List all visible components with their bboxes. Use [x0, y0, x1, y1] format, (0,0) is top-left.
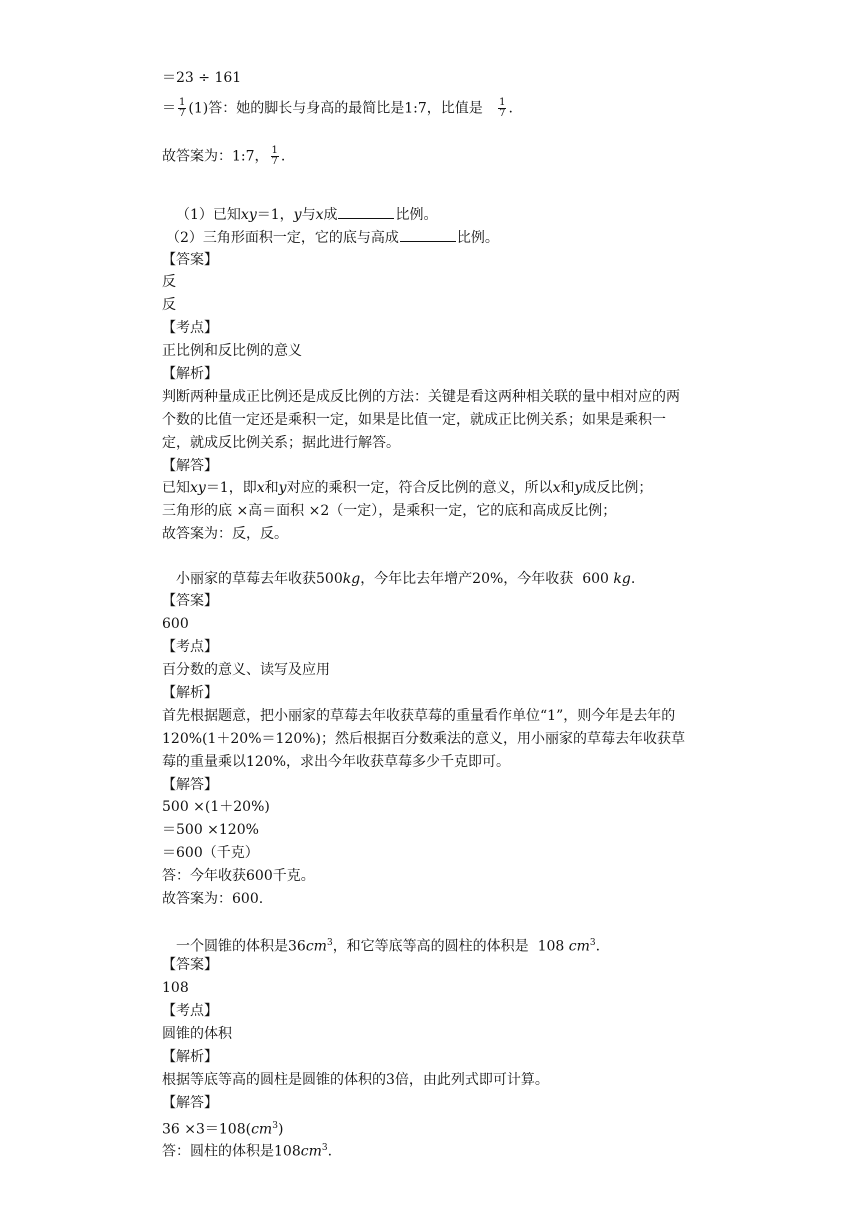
kaodian-text: 百分数的意义、读写及应用 [162, 662, 330, 678]
fraction-numerator: 1 [271, 145, 278, 156]
q4-stem [176, 933, 600, 957]
q2-part1 [176, 204, 437, 225]
fraction-one-seventh [178, 98, 186, 119]
answer-line-1 [162, 98, 513, 119]
math-y: y [278, 480, 287, 496]
jieda-heading: 【解答】 [162, 1095, 218, 1111]
jiexi-text: 个数的比值一定还是乘积一定，如果是比值一定，就成正比例关系；如果是乘积一 [162, 412, 666, 428]
calc-line-1 [162, 68, 241, 88]
answer-heading: 【答案】 [162, 593, 218, 609]
superscript: 3 [321, 1143, 328, 1153]
jiexi-text: 首先根据题意，把小丽家的草莓去年收获草莓的重量看作单位“1”，则今年是去年的 [162, 708, 676, 724]
kaodian-text: 正比例和反比例的意义 [162, 343, 302, 359]
text: （2）三角形面积一定，它的底与高成 [166, 230, 399, 246]
unit-cm: cm [300, 1143, 322, 1160]
unit-kg: kg [342, 571, 361, 587]
filled-answer: 108 [537, 938, 565, 955]
period: . [280, 148, 286, 165]
answer-heading: 【答案】 [162, 957, 218, 973]
jiexi-text: 判断两种量成正比例还是成反比例的方法：关键是看这两种相关联的量中相对应的两 [162, 389, 680, 405]
text: ，今年比去年增产20%，今年收获 [360, 571, 574, 587]
jieda-heading: 【解答】 [162, 777, 218, 793]
fraction-denominator: 7 [271, 156, 278, 167]
q3-stem [176, 569, 635, 589]
text: 和 [264, 480, 279, 496]
jieda-text: 故答案为：反，反。 [162, 526, 288, 542]
text: 36 ×3＝108( [162, 1121, 252, 1138]
jieda-text: 500 ×(1＋20%) [162, 799, 270, 815]
fraction-denominator: 7 [179, 108, 186, 119]
filled-answer: 600 [582, 571, 609, 587]
math-x: x [552, 480, 561, 496]
kaodian-heading: 【考点】 [162, 320, 218, 336]
jiexi-text: 120%(1＋20%＝120%)；然后根据百分数乘法的意义，用小丽家的草莓去年收获草 [162, 731, 685, 747]
math-xy: xy [240, 207, 257, 223]
q2-part2 [166, 227, 499, 248]
text: ，和它等底等高的圆柱的体积是 [332, 938, 529, 955]
unit-kg: kg [613, 571, 631, 587]
unit-cm: cm [251, 1121, 273, 1138]
jieda-text: ＝600（千克） [162, 845, 259, 861]
superscript: 3 [589, 938, 596, 948]
period: . [327, 1143, 333, 1160]
jiexi-text: 定，就成反比例关系；据此进行解答。 [162, 435, 400, 451]
text: 小丽家的草莓去年收获500 [176, 571, 343, 587]
jiexi-text: 莓的重量乘以120%，求出今年收获草莓多少千克即可。 [162, 754, 511, 770]
answer-blank [338, 204, 394, 219]
unit-cm: cm [305, 938, 327, 955]
jieda-text: 三角形的底 ×高＝面积 ×2（一定），是乘积一定，它的底和高成反比例； [162, 503, 617, 519]
math-xy: xy [190, 480, 206, 496]
text: ＝1， [256, 207, 294, 223]
fraction-ratio-value [498, 98, 506, 119]
math-x: x [256, 480, 265, 496]
jieda-text: 答：今年收获600千克。 [162, 868, 315, 884]
fraction-numerator: 1 [179, 97, 186, 108]
jiexi-heading: 【解析】 [162, 685, 218, 701]
answer-heading: 【答案】 [162, 252, 218, 268]
answer-blank [400, 227, 456, 242]
text: 答：圆柱的体积是108 [162, 1143, 301, 1160]
answer-value: 108 [162, 980, 189, 996]
final-answer-line [162, 146, 285, 167]
period: . [508, 100, 513, 117]
jieda-line [162, 478, 652, 498]
fraction-numerator: 1 [499, 97, 506, 108]
jieda-text: 故答案为：600. [162, 891, 264, 907]
jieda-calc [162, 1116, 283, 1140]
answer-value: 反 [162, 274, 176, 290]
math-y: y [293, 207, 302, 223]
period: . [595, 938, 601, 955]
final-answer-text: 故答案为：1:7， [162, 148, 269, 165]
equals-sign: ＝ [162, 100, 176, 117]
answer-value: 反 [162, 297, 176, 313]
text: 成反比例； [582, 480, 653, 496]
jieda-answer [162, 1138, 332, 1162]
text: 和 [560, 480, 575, 496]
jiexi-heading: 【解析】 [162, 1049, 218, 1065]
period: . [630, 571, 636, 587]
math-x: x [315, 207, 324, 223]
answer-text: (1)答：她的脚长与身高的最简比是1:7，比值是 [188, 100, 483, 117]
jiexi-heading: 【解析】 [162, 366, 218, 382]
text: ＝1，即 [205, 480, 257, 496]
superscript: 3 [326, 938, 333, 948]
kaodian-text: 圆锥的体积 [162, 1026, 232, 1042]
superscript: 3 [272, 1121, 278, 1131]
text: 对应的乘积一定，符合反比例的意义，所以 [286, 480, 553, 496]
text: 已知 [162, 480, 190, 496]
fraction-denominator: 7 [499, 108, 506, 119]
math-y: y [574, 480, 583, 496]
kaodian-heading: 【考点】 [162, 1003, 218, 1019]
text: 比例。 [456, 230, 499, 246]
jieda-text: ＝500 ×120% [162, 822, 259, 838]
jiexi-text: 根据等底等高的圆柱是圆锥的体积的3倍，由此列式即可计算。 [162, 1072, 549, 1088]
text: 一个圆锥的体积是36 [176, 938, 306, 955]
text: 与 [301, 207, 316, 223]
jieda-heading: 【解答】 [162, 458, 218, 474]
calc-text: ＝23 ÷ 161 [162, 70, 242, 86]
text: （1）已知 [176, 207, 241, 223]
unit-cm: cm [568, 938, 590, 955]
answer-value: 600 [162, 616, 189, 632]
text: 比例。 [395, 207, 438, 223]
fraction-final [271, 146, 279, 167]
text: 成 [323, 207, 338, 223]
text: ) [277, 1121, 284, 1138]
kaodian-heading: 【考点】 [162, 639, 218, 655]
